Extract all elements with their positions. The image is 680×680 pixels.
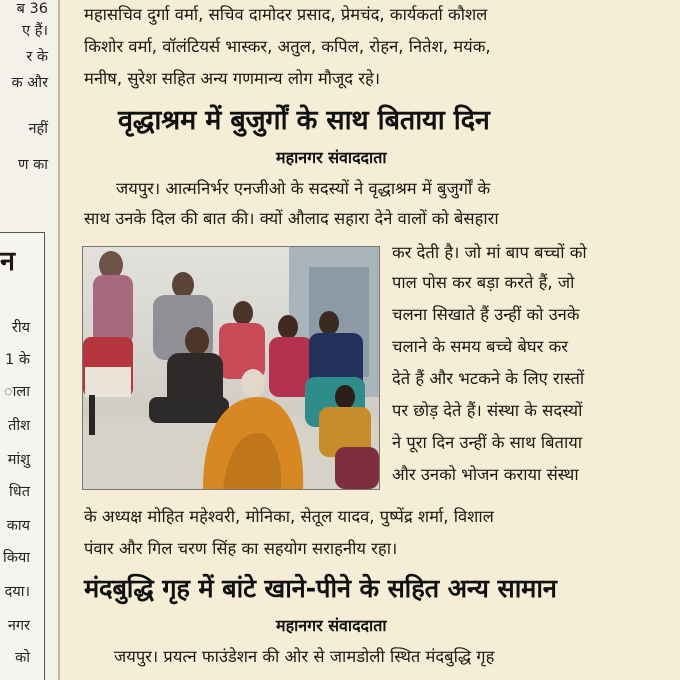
left-text-line: र के (26, 49, 48, 65)
body-line: मनीष, सुरेश सहित अन्य गणमान्य लोग मौजूद रहे। (84, 69, 381, 88)
article-headline: मंदबुद्धि गृह में बांटे खाने-पीने के सहित अन्य सामान (84, 574, 557, 604)
left-text-line: ण का (18, 157, 48, 173)
article-headline: वृद्धाश्रम में बुजुर्गों के साथ बिताया दिन (118, 105, 490, 136)
left-text-line: को (15, 650, 30, 666)
left-text-line: ब 36 (16, 1, 48, 17)
left-text-line: किया (2, 550, 30, 566)
left-text-line: ए हैं। (22, 23, 48, 39)
left-text-line: काय (6, 518, 30, 534)
body-line: ने पूरा दिन उन्हीं के साथ बिताया (392, 433, 583, 452)
body-line: के अध्यक्ष मोहित महेश्वरी, मोनिका, सेतूल यादव, पुष्पेंद्र शर्मा, विशाल (84, 507, 494, 526)
left-text-line: नहीं (28, 121, 48, 137)
article-byline: महानगर संवाददाता (276, 148, 387, 167)
adjacent-headline: न (0, 246, 15, 277)
body-line: पर छोड़ देते हैं। संस्था के सदस्यों (392, 401, 583, 420)
body-line: और उनको भोजन कराया संस्था (392, 465, 579, 484)
left-text-line: रीय (11, 320, 30, 336)
body-line: पाल पोस कर बड़ा करते हैं, जो (392, 273, 575, 292)
body-line: महासचिव दुर्गा वर्मा, सचिव दामोदर प्रसाद, प्रेमचंद, कार्यकर्ता कौशल (84, 5, 488, 24)
left-text-line: 1 के (5, 352, 30, 368)
body-line: पंवार और गिल चरण सिंह का सहयोग सराहनीय रहा। (84, 539, 398, 558)
left-text-line: ाला (4, 384, 30, 400)
body-line: देते हैं और भटकने के लिए रास्तों (392, 369, 585, 388)
left-text-line: क और (11, 75, 48, 91)
news-column (66, 0, 672, 680)
body-line: किशोर वर्मा, वॉलंटियर्स भास्कर, अतुल, कपिल, रोहन, नितेश, मयंक, (84, 37, 491, 56)
body-line: जयपुर। आत्मनिर्भर एनजीओ के सदस्यों ने वृद्धाश्रम में बुजुर्गों के (116, 179, 491, 198)
adjacent-article-box (0, 232, 45, 680)
column-divider (58, 0, 60, 680)
left-text-line: नगर (7, 618, 30, 634)
body-line: जयपुर। प्रयत्न फाउंडेशन की ओर से जामडोली स्थित मंदबुद्धि गृह (114, 647, 495, 666)
elderly-home-photo (82, 246, 380, 490)
left-text-line: मांशु (7, 452, 30, 468)
left-text-line: दया। (4, 584, 30, 600)
body-line: साथ उनके दिल की बात की। क्यों औलाद सहारा देने वालों को बेसहारा (84, 209, 499, 228)
body-line: कर देती है। जो मां बाप बच्चों को (392, 243, 587, 262)
left-text-line: धित (9, 484, 30, 500)
left-text-line: तीश (8, 418, 30, 434)
article-byline: महानगर संवाददाता (276, 616, 387, 635)
body-line: चलना सिखाते हैं उन्हीं को उनके (392, 305, 580, 324)
body-line: चलाने के समय बच्चे बेघर कर (392, 337, 569, 356)
adjacent-column (0, 0, 58, 680)
